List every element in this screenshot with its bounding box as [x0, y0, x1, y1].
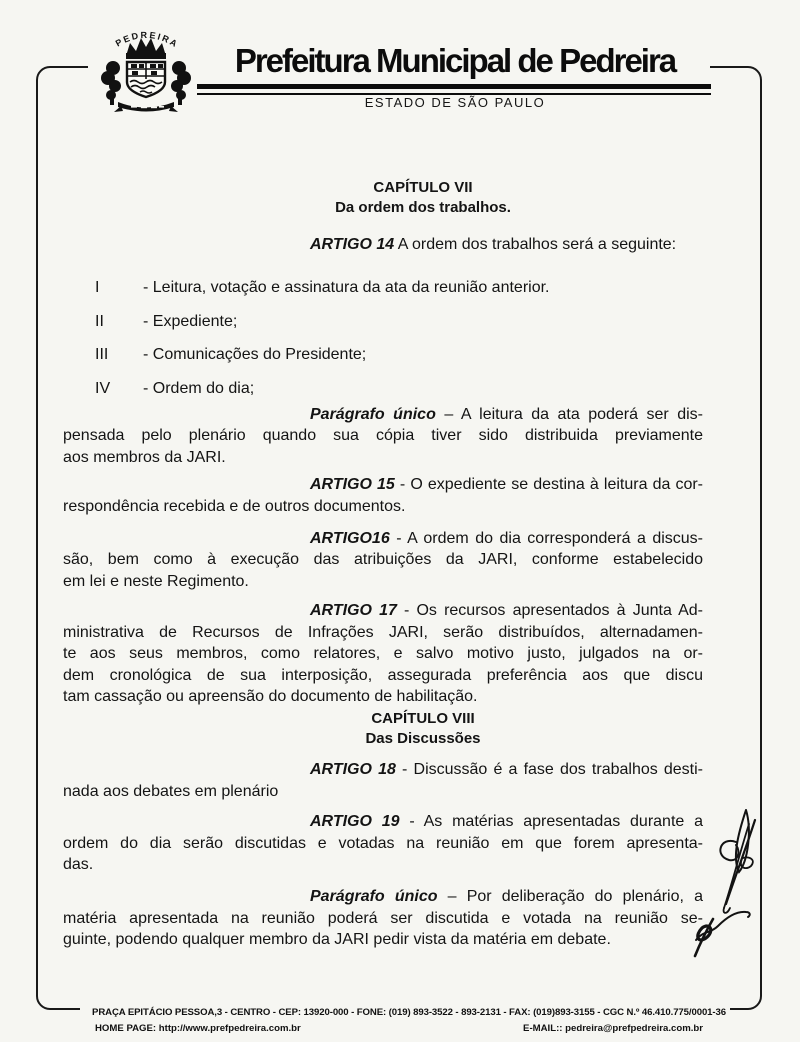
list-item: [95, 311, 703, 332]
article-first-line-text: - As matérias apresentadas durante a: [409, 813, 703, 831]
text-line: tam cassação ou apreensão do documento de habilitação.: [63, 687, 478, 705]
chapter-subtitle: Das Discussões: [365, 730, 481, 748]
header-subtitle: ESTADO DE SÃO PAULO: [364, 95, 546, 110]
document-body: [63, 170, 703, 951]
text-line: respondência recebida e de outros documentos.: [63, 497, 406, 515]
chapter-heading: [143, 709, 703, 749]
article-paragraph: [63, 474, 703, 517]
text-line: matéria apresentada na reunião poderá ser discutida e votada na reunião se-: [63, 909, 703, 927]
pedreira-coat-of-arms-icon: [93, 22, 199, 121]
article-paragraph: [63, 811, 703, 875]
text-line: [63, 474, 703, 495]
list-item: [95, 378, 703, 399]
footer-email: E-MAIL:: pedreira@prefpedreira.com.br: [523, 1023, 703, 1034]
text-line: nada aos debates em plenário: [63, 782, 279, 800]
list-item: [95, 344, 703, 365]
list-item-text: - Ordem do dia;: [143, 379, 255, 397]
header-title: Prefeitura Municipal de Pedreira: [234, 42, 676, 79]
footer-contact-line: [95, 1023, 703, 1034]
article-label: ARTIGO16: [310, 530, 390, 548]
article-label: Parágrafo único: [310, 406, 436, 424]
article-label: ARTIGO 19: [310, 813, 400, 831]
text-line: das.: [63, 855, 94, 873]
article-label: ARTIGO 17: [310, 602, 397, 620]
article-paragraph: [63, 759, 703, 802]
text-line: em lei e neste Regimento.: [63, 572, 249, 590]
ordered-item-list: [63, 277, 703, 399]
article-paragraph: [63, 886, 703, 950]
list-item: [95, 277, 703, 298]
svg-text:PEDREIRA: PEDREIRA: [113, 29, 181, 50]
footer-homepage: HOME PAGE: http://www.prefpedreira.com.br: [95, 1023, 301, 1034]
article-first-line-text: – A leitura da ata poderá ser dis-: [444, 406, 704, 424]
list-numeral: I: [95, 279, 100, 297]
article-first-line-text: – Por deliberação do plenário, a: [447, 888, 703, 906]
text-line: [63, 759, 703, 780]
text-line: [63, 234, 703, 255]
text-line: [63, 886, 703, 907]
text-line: [63, 600, 703, 621]
footer-address-line: PRAÇA EPITÁCIO PESSOA,3 - CENTRO - CEP: 13920-000 - FONE: (019) 893-3522 - 893-2131 - FAX: (019)893-3155 - CGC N.º 46.410.775/0001-36: [92, 1007, 726, 1018]
text-line: guinte, podendo qualquer membro da JARI pedir vista da matéria em debate.: [63, 931, 611, 949]
article-label: ARTIGO 18: [310, 761, 396, 779]
article-first-line-text: - A ordem do dia corresponderá a discus-: [396, 530, 703, 548]
text-line: pensada pelo plenário quando sua cópia tiver sido distribuida previamente: [63, 427, 703, 445]
article-label: Parágrafo único: [310, 888, 438, 906]
article-first-line-text: A ordem dos trabalhos será a seguinte:: [397, 236, 677, 253]
handwritten-signature-icon: [688, 798, 800, 967]
chapter-title: CAPÍTULO VII: [373, 179, 473, 196]
chapter-title: CAPÍTULO VIII: [371, 710, 475, 728]
list-numeral: IV: [95, 379, 111, 397]
chapter-heading: [143, 178, 703, 218]
article-first-line-text: - O expediente se destina à leitura da cor-: [399, 476, 704, 494]
text-line: dem cronológica de sua interposição, assegurada preferência aos que discu: [63, 666, 703, 684]
list-item-text: - Expediente;: [143, 312, 238, 330]
text-line: aos membros da JARI.: [63, 448, 226, 466]
article-label: ARTIGO 15: [310, 476, 395, 494]
text-line: te aos seus membros, como relatores, e salvo motivo justo, julgados na or-: [63, 645, 703, 663]
text-line: [63, 811, 703, 832]
list-item-text: - Comunicações do Presidente;: [143, 346, 367, 364]
list-item-text: - Leitura, votação e assinatura da ata da reunião anterior.: [143, 279, 550, 297]
article-paragraph: [63, 404, 703, 468]
title-double-rule: [197, 84, 711, 95]
article-paragraph: [63, 234, 703, 255]
text-line: [63, 404, 703, 425]
article-first-line-text: - Os recursos apresentados à Junta Ad-: [404, 602, 703, 620]
text-line: ordem do dia serão discutidas e votadas na reunião em que forem apresenta-: [63, 834, 703, 852]
text-line: ministrativa de Recursos de Infrações JARI, serão distribuídos, alternadamen-: [63, 623, 703, 641]
list-numeral: II: [95, 312, 104, 330]
text-line: [63, 528, 703, 549]
list-numeral: III: [95, 346, 109, 364]
chapter-subtitle: Da ordem dos trabalhos.: [335, 199, 511, 216]
article-paragraph: [63, 600, 703, 707]
article-label: ARTIGO 14: [310, 236, 395, 253]
article-paragraph: [63, 528, 703, 592]
article-first-line-text: - Discussão é a fase dos trabalhos desti-: [402, 761, 704, 779]
text-line: são, bem como à execução das atribuições da JARI, conforme estabelecido: [63, 551, 703, 569]
